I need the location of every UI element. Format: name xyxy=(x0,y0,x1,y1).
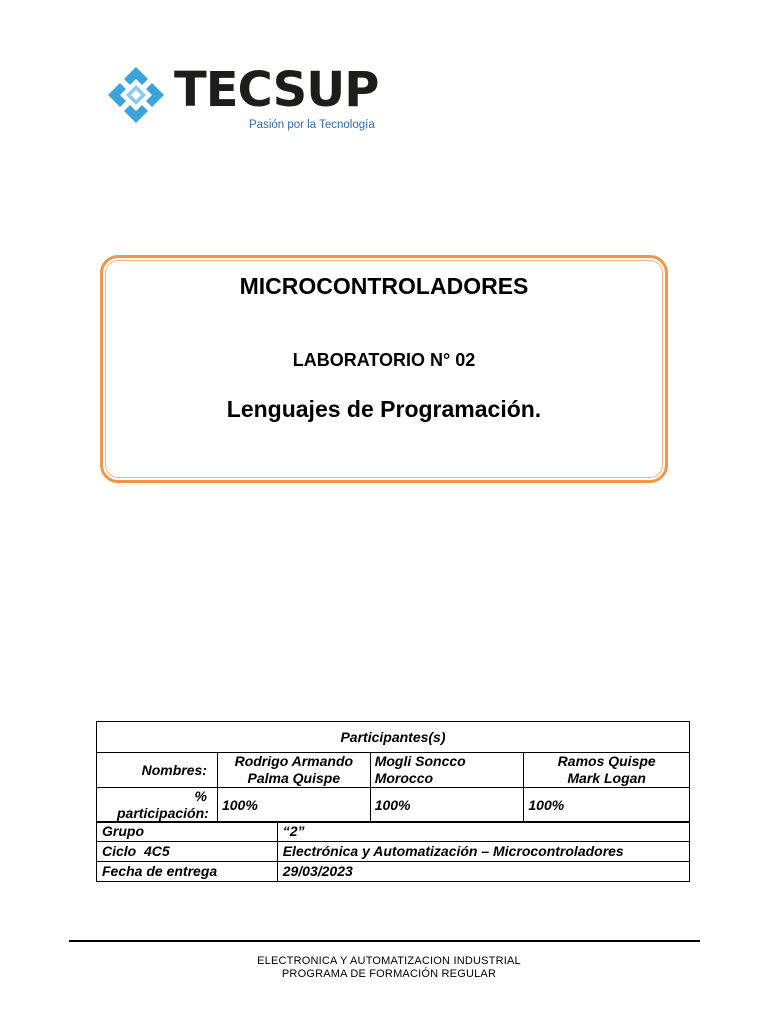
names-row xyxy=(97,753,690,788)
details-row xyxy=(97,862,690,882)
delivery-date-label: Fecha de entrega xyxy=(97,862,278,882)
participation-row xyxy=(97,788,690,823)
participation-label-text: participación: xyxy=(117,805,209,821)
group-label: Grupo xyxy=(97,822,278,842)
participant-pct-3: 100% xyxy=(524,788,690,823)
details-table xyxy=(96,821,690,882)
course-title: MICROCONTROLADORES xyxy=(239,273,529,299)
names-label: Nombres: xyxy=(97,753,218,788)
lab-number: LABORATORIO N° 02 xyxy=(292,350,476,370)
participant-name-3 xyxy=(524,753,690,788)
details-row xyxy=(97,822,690,842)
participant-name-1 xyxy=(217,753,370,788)
participant-name-2-line1: Mogli Soncco xyxy=(374,753,466,769)
footer-line-1: ELECTRONICA Y AUTOMATIZACION INDUSTRIAL xyxy=(257,955,521,967)
participant-pct-2: 100% xyxy=(370,788,524,823)
footer-line-2: PROGRAMA DE FORMACIÓN REGULAR xyxy=(281,968,497,980)
participation-label-percent: % xyxy=(194,788,207,804)
participant-name-1-line1: Rodrigo Armando xyxy=(234,753,354,769)
participant-pct-1: 100% xyxy=(217,788,370,823)
delivery-date-value: 29/03/2023 xyxy=(277,862,689,882)
participants-header-row xyxy=(97,722,690,753)
tecsup-emblem-icon xyxy=(104,63,168,127)
footer-divider xyxy=(69,940,700,942)
participant-name-3-line2: Mark Logan xyxy=(567,770,646,786)
cycle-label: Ciclo 4C5 xyxy=(97,842,278,862)
participant-name-2 xyxy=(370,753,524,788)
tecsup-wordmark: TECSUP xyxy=(174,62,379,118)
participation-label xyxy=(97,788,218,823)
tecsup-logo xyxy=(104,60,394,140)
participant-name-3-line1: Ramos Quispe xyxy=(557,753,656,769)
participants-header: Participantes(s) xyxy=(97,722,690,753)
participants-table xyxy=(96,721,690,823)
tecsup-tagline: Pasión por la Tecnología xyxy=(249,119,375,131)
group-value: “2” xyxy=(277,822,689,842)
details-row xyxy=(97,842,690,862)
participant-name-1-line2: Palma Quispe xyxy=(247,770,341,786)
title-box xyxy=(100,255,668,483)
cycle-value: Electrónica y Automatización – Microcontroladores xyxy=(277,842,689,862)
lab-subject: Lenguajes de Programación. xyxy=(226,396,542,422)
participant-name-2-line2: Morocco xyxy=(374,770,434,786)
